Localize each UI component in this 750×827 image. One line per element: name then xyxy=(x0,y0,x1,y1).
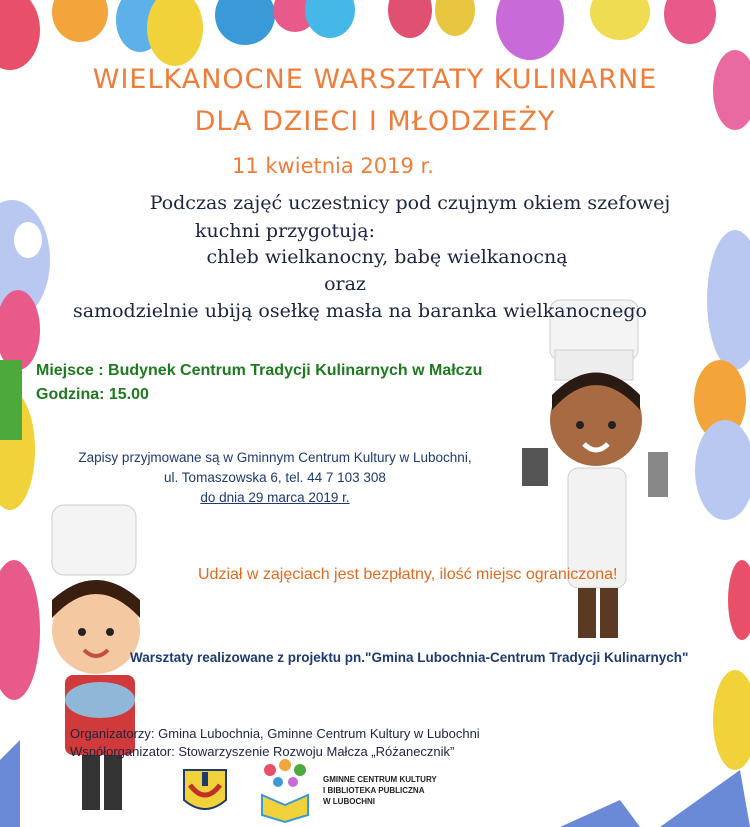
chef-boy-icon xyxy=(522,300,668,638)
registration-info: Zapisy przyjmowane są w Gminnym Centrum Kultury w Lubochni, xyxy=(78,450,472,465)
project-info: Warsztaty realizowane z projektu pn."Gmina Lubochnia-Centrum Tradycji Kulinarnych" xyxy=(130,650,689,665)
egg-icon xyxy=(664,0,716,44)
library-logo-text: W LUBOCHNI xyxy=(323,797,375,806)
egg-icon xyxy=(52,0,108,42)
chef-boy-icon xyxy=(52,505,140,810)
free-participation-note: Udział w zajęciach jest bezpłatny, ilość miejsc ograniczona! xyxy=(198,566,618,583)
library-logo-text: I BIBLIOTEKA PUBLICZNA xyxy=(323,786,425,795)
description-line: oraz xyxy=(324,273,366,295)
registration-address: ul. Tomaszowska 6, tel. 44 7 103 308 xyxy=(164,470,386,485)
description-line: Podczas zajęć uczestnicy pod czujnym okiem szefowej xyxy=(149,192,671,214)
organizers: Organizatorzy: Gmina Lubochnia, Gminne Centrum Kultury w Lubochni xyxy=(70,726,480,741)
page-title: WIELKANOCNE WARSZTATY KULINARNE xyxy=(92,64,658,95)
egg-icon xyxy=(713,670,750,770)
egg-icon xyxy=(147,0,203,66)
library-logo-icon xyxy=(262,759,308,822)
event-place: Miejsce : Budynek Centrum Tradycji Kulinarnych w Małczu xyxy=(36,362,483,379)
library-logo-text: GMINNE CENTRUM KULTURY xyxy=(323,775,437,784)
egg-icon xyxy=(728,560,750,640)
description-line: kuchni przygotują: xyxy=(194,220,376,242)
event-date: 11 kwietnia 2019 r. xyxy=(232,154,434,178)
description-line: chleb wielkanocny, babę wielkanocną xyxy=(206,246,568,268)
egg-icon xyxy=(388,0,432,38)
description-line: samodzielnie ubiją osełkę masła na baranka wielkanocnego xyxy=(73,300,647,322)
egg-icon xyxy=(590,0,650,40)
egg-icon xyxy=(0,0,40,70)
event-time: Godzina: 15.00 xyxy=(36,386,149,403)
page-subtitle: DLA DZIECI I MŁODZIEŻY xyxy=(194,106,556,137)
egg-icon xyxy=(305,0,355,38)
registration-deadline: do dnia 29 marca 2019 r. xyxy=(200,490,350,505)
egg-icon xyxy=(496,0,564,60)
egg-icon xyxy=(0,560,40,700)
bunny-icon xyxy=(695,420,750,520)
egg-icon xyxy=(435,0,475,36)
coorganizer: Współorganizator: Stowarzyszenie Rozwoju Małcza „Różanecznik” xyxy=(70,744,455,759)
coat-of-arms-icon xyxy=(184,770,226,809)
bunny-ear-icon xyxy=(660,770,750,827)
egg-icon xyxy=(215,0,275,45)
